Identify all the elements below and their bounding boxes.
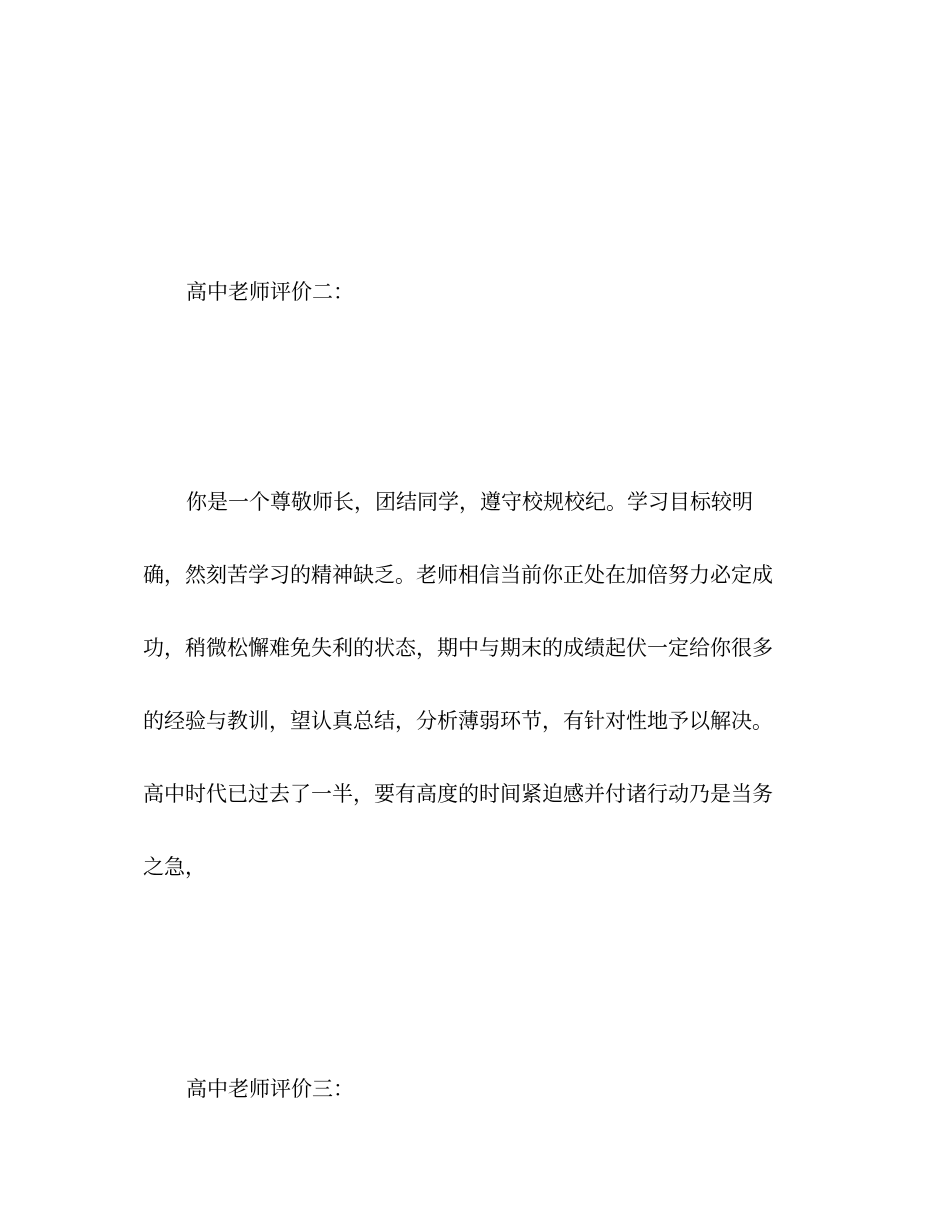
paragraph-line: 之急， [143,855,206,879]
section-heading-3: 高中老师评价三： [186,1077,354,1101]
paragraph-line: 高中时代已过去了一半，要有高度的时间紧迫感并付诸行动乃是当务 [143,782,773,806]
paragraph-line: 你是一个尊敬师长，团结同学，遵守校规校纪。学习目标较明 [186,490,753,514]
paragraph-line: 功，稍微松懈难免失利的状态，期中与期末的成绩起伏一定给你很多 [143,636,773,660]
evaluation-paragraph [143,488,803,926]
paragraph-line: 的经验与教训，望认真总结，分析薄弱环节，有针对性地予以解决。 [143,709,773,733]
section-heading-2: 高中老师评价二： [186,280,354,304]
paragraph-line: 确，然刻苦学习的精神缺乏。老师相信当前你正处在加倍努力必定成 [143,563,773,587]
